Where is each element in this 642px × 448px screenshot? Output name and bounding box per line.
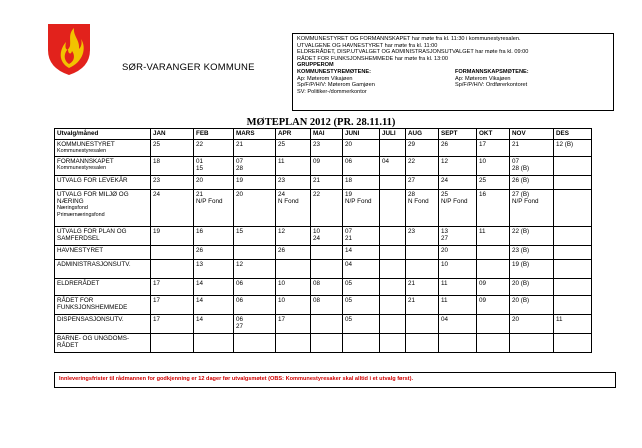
info-line: ELDRERÅDET, DISP.UTVALGET OG ADMINISTRASJONSUTVALGET har møte fra kl. 09:00 — [297, 49, 529, 56]
coat-of-arms-logo — [46, 22, 92, 76]
meeting-date-cell — [554, 279, 592, 296]
meeting-date-cell: 20 (B) — [510, 279, 554, 296]
meeting-date-cell: 23 — [151, 176, 194, 190]
meeting-date-cell: 19 — [151, 227, 194, 246]
meeting-date-cell — [554, 334, 592, 353]
meeting-date-cell: 22 — [311, 190, 343, 227]
column-header-month: OKT — [477, 129, 510, 140]
meeting-date-cell: 26 — [194, 246, 234, 260]
meeting-date-cell — [554, 176, 592, 190]
meeting-date-cell — [439, 334, 477, 353]
meeting-date-cell — [380, 227, 406, 246]
meeting-date-cell: 26 (B) — [510, 176, 554, 190]
table-row — [55, 296, 592, 315]
info-line: RÅDET FOR FUNKSJONSHEMMEDE har møte fra kl. 13:00 — [297, 55, 448, 62]
committee-name: FORMANNSKAPET — [57, 158, 114, 165]
committee-name: ADMINISTRASJONSUTV. — [57, 261, 131, 268]
meeting-date-cell — [477, 260, 510, 279]
meeting-date-cell: 26 — [439, 140, 477, 157]
meeting-date-cell: 21 — [406, 296, 439, 315]
meeting-date-cell: 15 — [234, 227, 276, 246]
meeting-date-cell: 05 — [343, 296, 380, 315]
meeting-date-cell: 04 — [380, 157, 406, 176]
meeting-date-cell: 11 — [439, 279, 477, 296]
meeting-date-cell — [380, 140, 406, 157]
meeting-date-cell: 08 — [311, 296, 343, 315]
meeting-date-cell — [406, 260, 439, 279]
info-line: UTVALGENE OG HAVNESTYRET har møte fra kl. 11:00 — [297, 42, 438, 49]
meeting-date-cell: 22 — [406, 157, 439, 176]
meeting-date-cell: 11 — [439, 296, 477, 315]
meeting-date-cell: 23 — [276, 176, 311, 190]
meeting-date-cell — [554, 227, 592, 246]
meeting-date-cell: 21 — [311, 176, 343, 190]
meeting-date-cell — [380, 334, 406, 353]
committee-name: KOMMUNESTYRET — [57, 141, 115, 148]
meeting-date-cell: 06 — [234, 296, 276, 315]
meeting-date-cell: 10 — [276, 279, 311, 296]
meeting-date-cell — [554, 190, 592, 227]
meeting-date-cell: 20 — [343, 140, 380, 157]
meeting-date-cell: 29 — [406, 140, 439, 157]
room-item: Sp/F/P/H/V: Ordførerkontoret — [455, 82, 528, 89]
meeting-date-cell: 20 (B) — [510, 296, 554, 315]
page-title: MØTEPLAN 2012 (PR. 28.11.11) — [246, 117, 396, 128]
room-item: SV: Politiker-/dommerkontor — [297, 88, 367, 95]
meeting-date-cell — [380, 190, 406, 227]
table-header-row — [55, 129, 592, 140]
column-header-committee: Utvalg/måned — [55, 129, 151, 140]
committee-cell — [55, 190, 151, 227]
flame-shield-icon — [46, 22, 92, 76]
meeting-date-cell — [151, 260, 194, 279]
table-row — [55, 279, 592, 296]
meeting-date-cell: 19 — [234, 176, 276, 190]
meeting-date-cell — [477, 315, 510, 334]
committee-cell — [55, 227, 151, 246]
committee-name: RÅDET FOR FUNKSJONSHEMMEDE — [57, 297, 128, 311]
meeting-date-cell — [380, 296, 406, 315]
committee-name: BARNE- OG UNGDOMS-RÅDET — [57, 335, 130, 349]
meeting-date-cell: 09 — [477, 296, 510, 315]
meeting-date-cell — [380, 279, 406, 296]
meeting-date-cell: 09 — [311, 157, 343, 176]
meeting-date-cell: 19 N/P Fond — [343, 190, 380, 227]
meeting-date-cell: 14 — [194, 315, 234, 334]
meeting-date-cell — [311, 334, 343, 353]
meeting-date-cell: 21 — [234, 140, 276, 157]
meeting-date-cell: 23 (B) — [510, 246, 554, 260]
meeting-date-cell — [554, 157, 592, 176]
meeting-date-cell: 13 — [194, 260, 234, 279]
meeting-date-cell: 17 — [151, 279, 194, 296]
meeting-date-cell — [380, 176, 406, 190]
meeting-date-cell: 17 — [276, 315, 311, 334]
committee-cell — [55, 260, 151, 279]
meeting-date-cell: 25 — [477, 176, 510, 190]
meeting-date-cell: 11 — [477, 227, 510, 246]
meeting-date-cell: 21 — [510, 140, 554, 157]
meeting-date-cell: 20 — [234, 190, 276, 227]
table-row — [55, 227, 592, 246]
table-row — [55, 190, 592, 227]
column-header-month: APR — [276, 129, 311, 140]
meeting-info-box — [292, 33, 614, 111]
meeting-date-cell — [554, 260, 592, 279]
meeting-date-cell: 24 — [439, 176, 477, 190]
meeting-date-cell — [343, 334, 380, 353]
meeting-date-cell: 18 — [343, 176, 380, 190]
executive-meetings-heading: FORMANNSKAPSMØTENE: — [455, 68, 529, 75]
meeting-date-cell: 08 — [311, 279, 343, 296]
column-header-month: MARS — [234, 129, 276, 140]
meeting-date-cell: 06 — [343, 157, 380, 176]
deadline-note: Innleveringsfrister til rådmannen for godkjenning er 12 dager før utvalgsmøtet (OBS: Kommunestyresaker skal alltid i et utvalg først). — [54, 372, 616, 388]
column-header-month: DES — [554, 129, 592, 140]
meeting-date-cell: 18 — [151, 157, 194, 176]
meeting-date-cell — [151, 334, 194, 353]
meeting-date-cell — [311, 260, 343, 279]
committee-cell — [55, 334, 151, 353]
column-header-month: AUG — [406, 129, 439, 140]
meeting-date-cell — [554, 296, 592, 315]
committee-location: Kommunestyresalen — [57, 165, 107, 171]
committee-cell — [55, 140, 151, 157]
committee-name: HAVNESTYRET — [57, 247, 104, 254]
meeting-date-cell: 23 — [406, 227, 439, 246]
committee-name: DISPENSASJONSUTV. — [57, 316, 124, 323]
meeting-date-cell: 04 — [343, 260, 380, 279]
meeting-date-cell: 17 — [151, 315, 194, 334]
meeting-date-cell: 05 — [343, 279, 380, 296]
org-name: SØR-VARANGER KOMMUNE — [122, 62, 255, 73]
committee-name: UTVALG FOR LEVEKÅR — [57, 177, 128, 184]
committee-name: UTVALG FOR PLAN OG SAMFERDSEL — [57, 228, 127, 242]
meeting-date-cell: 12 (B) — [554, 140, 592, 157]
meeting-date-cell — [311, 315, 343, 334]
committee-cell — [55, 157, 151, 176]
column-header-month: SEPT — [439, 129, 477, 140]
meeting-date-cell: 14 — [194, 296, 234, 315]
meeting-date-cell: 21 N/P Fond — [194, 190, 234, 227]
meeting-date-cell — [477, 334, 510, 353]
committee-location: Kommunestyresalen — [57, 148, 107, 154]
meeting-date-cell: 26 — [276, 246, 311, 260]
room-item: Ap: Møterom Vikajøen — [297, 75, 353, 82]
meeting-date-cell: 10 24 — [311, 227, 343, 246]
meeting-date-cell: 22 (B) — [510, 227, 554, 246]
committee-name: ELDRERÅDET — [57, 280, 100, 287]
meeting-date-cell — [194, 334, 234, 353]
meeting-date-cell: 19 (B) — [510, 260, 554, 279]
table-row — [55, 334, 592, 353]
info-line: KOMMUNESTYRET OG FORMANNSKAPET har møte fra kl. 11:30 i kommunestyresalen. — [297, 36, 521, 42]
meeting-date-cell: 27 — [406, 176, 439, 190]
committee-cell — [55, 246, 151, 260]
meeting-date-cell: 05 — [343, 315, 380, 334]
meeting-date-cell: 24 N Fond — [276, 190, 311, 227]
meeting-date-cell: 13 27 — [439, 227, 477, 246]
meeting-date-cell: 20 — [194, 176, 234, 190]
council-meetings-heading: KOMMUNESTYREMØTENE: — [297, 68, 371, 75]
meeting-date-cell — [380, 315, 406, 334]
committee-cell — [55, 296, 151, 315]
meeting-date-cell — [276, 334, 311, 353]
column-header-month: MAI — [311, 129, 343, 140]
meeting-date-cell: 07 28 — [234, 157, 276, 176]
meeting-date-cell: 23 — [311, 140, 343, 157]
column-header-month: FEB — [194, 129, 234, 140]
meeting-date-cell: 25 N/P Fond — [439, 190, 477, 227]
meeting-date-cell: 14 — [343, 246, 380, 260]
meeting-date-cell: 25 — [151, 140, 194, 157]
table-row — [55, 140, 592, 157]
group-room-heading: GRUPPEROM — [297, 62, 334, 69]
meeting-date-cell — [311, 246, 343, 260]
room-item: Ap: Møterom Vikajøen — [455, 75, 511, 82]
meeting-plan-table — [54, 128, 592, 353]
meeting-date-cell: 14 — [194, 279, 234, 296]
meeting-date-cell: 25 — [276, 140, 311, 157]
meeting-date-cell: 16 — [194, 227, 234, 246]
meeting-date-cell: 10 — [276, 296, 311, 315]
meeting-date-cell: 20 — [510, 315, 554, 334]
meeting-date-cell — [406, 315, 439, 334]
meeting-date-cell: 27 (B) N/P Fond — [510, 190, 554, 227]
meeting-date-cell — [554, 246, 592, 260]
meeting-date-cell: 11 — [276, 157, 311, 176]
room-item: Sp/F/P/H/V: Møterom Gamjøen — [297, 82, 375, 89]
meeting-date-cell — [151, 246, 194, 260]
table-row — [55, 157, 592, 176]
meeting-date-cell: 07 28 (B) — [510, 157, 554, 176]
meeting-date-cell: 04 — [439, 315, 477, 334]
meeting-date-cell: 06 — [234, 279, 276, 296]
meeting-date-cell: 12 — [234, 260, 276, 279]
committee-name: UTVALG FOR MILJØ OG NÆRING — [57, 191, 129, 205]
meeting-date-cell — [477, 246, 510, 260]
meeting-date-cell: 10 — [439, 260, 477, 279]
meeting-date-cell: 06 27 — [234, 315, 276, 334]
meeting-date-cell — [380, 246, 406, 260]
meeting-date-cell: 01 15 — [194, 157, 234, 176]
meeting-date-cell: 07 21 — [343, 227, 380, 246]
meeting-date-cell: 12 — [276, 227, 311, 246]
column-header-month: JULI — [380, 129, 406, 140]
table-row — [55, 315, 592, 334]
meeting-date-cell — [276, 260, 311, 279]
meeting-date-cell: 16 — [477, 190, 510, 227]
meeting-date-cell: 11 — [554, 315, 592, 334]
column-header-month: JAN — [151, 129, 194, 140]
meeting-date-cell: 21 — [406, 279, 439, 296]
table-row — [55, 176, 592, 190]
meeting-date-cell: 17 — [151, 296, 194, 315]
meeting-date-cell: 20 — [439, 246, 477, 260]
meeting-date-cell: 10 — [477, 157, 510, 176]
table-row — [55, 246, 592, 260]
meeting-date-cell — [234, 246, 276, 260]
meeting-date-cell: 12 — [439, 157, 477, 176]
committee-location: Næringsfond Primærnæringsfond — [57, 205, 105, 218]
meeting-date-cell — [406, 246, 439, 260]
meeting-date-cell — [380, 260, 406, 279]
committee-cell — [55, 176, 151, 190]
table-row — [55, 260, 592, 279]
committee-cell — [55, 315, 151, 334]
meeting-date-cell — [234, 334, 276, 353]
column-header-month: NOV — [510, 129, 554, 140]
meeting-date-cell: 09 — [477, 279, 510, 296]
meeting-date-cell — [406, 334, 439, 353]
committee-cell — [55, 279, 151, 296]
column-header-month: JUNI — [343, 129, 380, 140]
meeting-date-cell: 22 — [194, 140, 234, 157]
meeting-date-cell: 17 — [477, 140, 510, 157]
meeting-date-cell: 24 — [151, 190, 194, 227]
meeting-date-cell: 28 N Fond — [406, 190, 439, 227]
meeting-date-cell — [510, 334, 554, 353]
